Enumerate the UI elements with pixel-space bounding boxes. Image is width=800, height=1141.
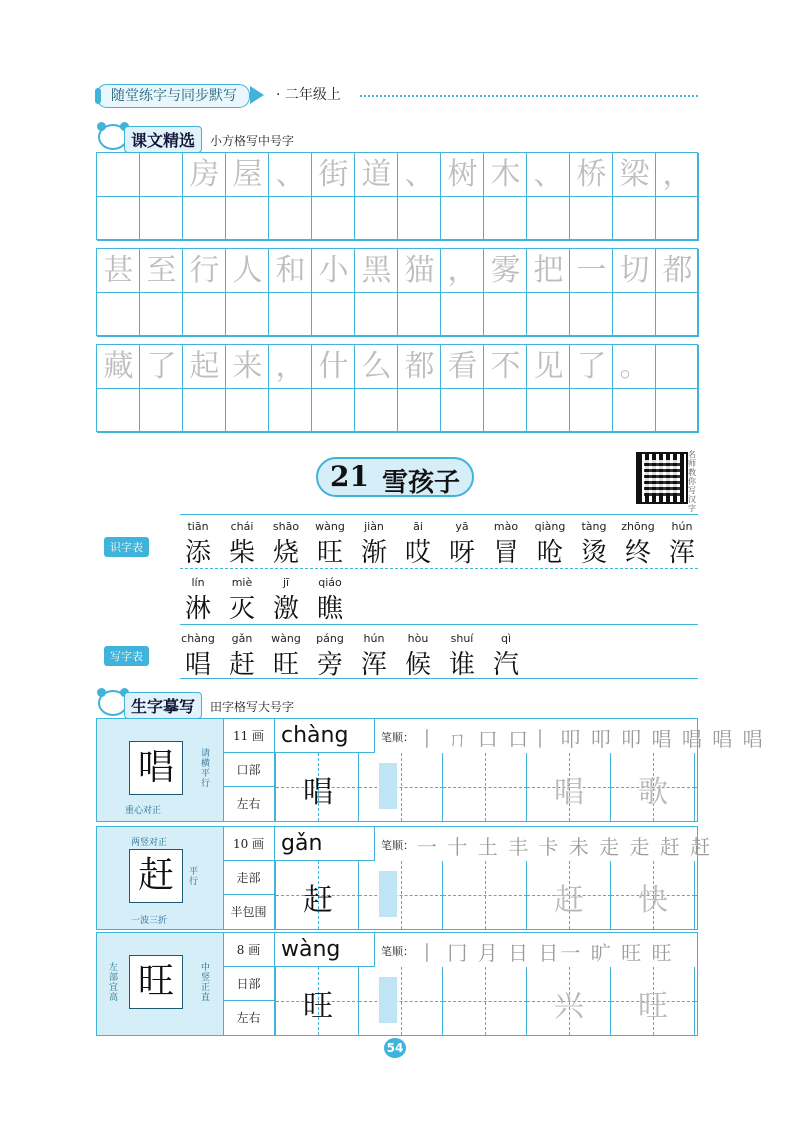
stroke-hint-block: [379, 871, 397, 917]
hanzi-char: 汽: [492, 650, 519, 680]
tracing-cell[interactable]: [695, 753, 697, 821]
passage-char: 小: [318, 253, 349, 288]
tracing-cell[interactable]: [443, 861, 527, 929]
passage-char: 看: [447, 349, 478, 384]
passage-char: 什: [318, 349, 349, 384]
tracing-char: 唱: [554, 775, 584, 810]
grid-cell: [355, 293, 398, 337]
char-structure: 左右: [223, 787, 275, 821]
grid-guide: [695, 787, 697, 788]
char-radical: 口部: [223, 753, 275, 787]
passage-char: 把: [533, 253, 564, 288]
passage-char: 。: [619, 349, 650, 384]
pinyin-label: gǎn: [231, 632, 253, 645]
passage-char: 么: [361, 349, 392, 384]
pinyin-label: tiān: [187, 520, 209, 533]
grid-cell: [355, 197, 398, 241]
passage-char: 屋: [232, 157, 263, 192]
hanzi-char: 激: [272, 594, 299, 624]
pinyin-label: hòu: [407, 632, 429, 645]
grid-cell: [226, 293, 269, 337]
hanzi-char: 哎: [404, 538, 431, 568]
tracing-cell[interactable]: [275, 861, 359, 929]
grid-cell: [656, 389, 699, 433]
tracing-cell[interactable]: [611, 753, 695, 821]
pinyin-label: qiáo: [318, 576, 342, 589]
hanzi-char: 烫: [580, 538, 607, 568]
char-radical: 走部: [223, 861, 275, 895]
stroke-order: 一 十 土 丰 卡 未 走 走 赶 赶: [417, 835, 713, 859]
grid-cell: [312, 389, 355, 433]
grid-cell: [183, 293, 226, 337]
pinyin-label: miè: [231, 576, 253, 589]
grid-cell: [140, 389, 183, 433]
grid-cell: [183, 197, 226, 241]
tracing-char: 歌: [638, 775, 668, 810]
passage-char: 雾: [490, 253, 521, 288]
book-title-badge: [96, 84, 250, 108]
tracing-cell[interactable]: [695, 967, 697, 1035]
char-structure: 左右: [223, 1001, 275, 1035]
tracing-char: 快: [638, 883, 668, 918]
grid-cell: [570, 293, 613, 337]
grid-cell: [613, 197, 656, 241]
hanzi-char: 渐: [360, 538, 387, 568]
tracing-char: 旺: [303, 989, 333, 1024]
page-number: 54: [384, 1038, 406, 1058]
practice-row: [96, 718, 765, 822]
grid-cell: [269, 389, 312, 433]
grid-guide: [443, 1001, 527, 1002]
passage-char: 街: [318, 157, 349, 192]
hanzi-char: 呛: [536, 538, 563, 568]
grid-cell: [656, 345, 699, 389]
grid-cell: [527, 389, 570, 433]
grid-cell: [97, 293, 140, 337]
passage-char: 来: [232, 349, 263, 384]
grid-cell: [656, 197, 699, 241]
grid-cell: [441, 197, 484, 241]
tracing-char: 唱: [303, 775, 333, 810]
grid-cell: [97, 197, 140, 241]
char-radical: 日部: [223, 967, 275, 1001]
arrow-icon: [250, 86, 264, 104]
passage-char: 黑: [361, 253, 392, 288]
passage-row: [96, 344, 698, 432]
section-title-passage: 课文精选: [124, 126, 202, 153]
grid-cell: [312, 293, 355, 337]
char-pinyin: gǎn: [275, 827, 375, 861]
tracing-cell[interactable]: [611, 967, 695, 1035]
pinyin-label: lín: [191, 576, 205, 589]
hanzi-char: 冒: [492, 538, 519, 568]
stroke-order-label: 笔顺：: [381, 839, 414, 852]
pinyin-label: hún: [363, 632, 385, 645]
grid-cell: [140, 293, 183, 337]
grid-guide: [695, 895, 697, 896]
qr-label: 名师教你写汉字: [688, 450, 696, 513]
hanzi-char: 柴: [228, 538, 255, 568]
stroke-order-label: 笔顺：: [381, 731, 414, 744]
passage-char: ，: [275, 349, 306, 384]
grid-cell: [398, 389, 441, 433]
pinyin-label: tàng: [581, 520, 607, 533]
writing-tip: 左部宜高: [109, 963, 119, 1003]
passage-char: 了: [576, 349, 607, 384]
pinyin-label: shāo: [272, 520, 300, 533]
grid-guide: [695, 1001, 697, 1002]
hanzi-char: 谁: [448, 650, 475, 680]
stroke-order: 丨 冂 月 日 日一 旷 旺 旺: [417, 941, 674, 965]
tracing-cell[interactable]: [443, 967, 527, 1035]
pinyin-label: páng: [316, 632, 344, 645]
grid-cell: [140, 153, 183, 197]
char-strokes: 8 画: [223, 933, 275, 967]
grid-cell: [398, 293, 441, 337]
pinyin-label: āi: [413, 520, 423, 533]
tracing-cell[interactable]: [443, 753, 527, 821]
grid-guide: [443, 895, 527, 896]
passage-char: 藏: [103, 349, 134, 384]
hanzi-char: 瞧: [316, 594, 343, 624]
model-panel: [97, 719, 224, 821]
grid-guide: [359, 787, 443, 788]
pinyin-label: hún: [671, 520, 693, 533]
pinyin-label: jiàn: [364, 520, 384, 533]
hanzi-char: 浑: [668, 538, 695, 568]
passage-char: ，: [662, 157, 693, 192]
passage-char: 、: [533, 157, 564, 192]
tracing-cell[interactable]: [275, 967, 359, 1035]
divider: [180, 514, 698, 515]
hanzi-char: 淋: [184, 594, 211, 624]
grid-guide: [359, 895, 443, 896]
char-pinyin: chàng: [275, 719, 375, 753]
grid-cell: [97, 389, 140, 433]
hanzi-char: 灭: [228, 594, 255, 624]
stroke-hint-block: [379, 977, 397, 1023]
passage-char: 切: [619, 253, 650, 288]
hanzi-char: 旺: [272, 650, 299, 680]
writing-tip: 重心对正: [125, 806, 162, 816]
grid-cell: [183, 389, 226, 433]
grid-cell: [441, 389, 484, 433]
passage-char: 一: [576, 253, 607, 288]
passage-row: [96, 152, 698, 240]
writing-tip: 请横平行: [201, 749, 211, 789]
grade-label: · 二年级上: [276, 87, 341, 103]
qr-code-icon[interactable]: [636, 452, 688, 504]
passage-char: 人: [232, 253, 263, 288]
writing-tip: 平行: [189, 867, 199, 887]
practice-row: [96, 932, 698, 1036]
hanzi-char: 终: [624, 538, 651, 568]
passage-char: 起: [189, 349, 220, 384]
divider: [180, 624, 698, 625]
passage-char: 甚: [103, 253, 134, 288]
grid-cell: [97, 153, 140, 197]
passage-char: 、: [404, 157, 435, 192]
passage-char: 行: [189, 253, 220, 288]
pinyin-label: qì: [500, 632, 512, 645]
passage-char: 至: [146, 253, 177, 288]
grid-cell: [484, 197, 527, 241]
hanzi-char: 赶: [228, 650, 255, 680]
pinyin-label: jī: [282, 576, 290, 589]
hanzi-char: 旁: [316, 650, 343, 680]
tracing-cell[interactable]: [359, 967, 443, 1035]
practice-row: [96, 826, 713, 930]
model-char: 唱: [129, 741, 183, 795]
passage-char: 猫: [404, 253, 435, 288]
grid-cell: [527, 197, 570, 241]
grid-cell: [441, 293, 484, 337]
passage-char: 和: [275, 253, 306, 288]
grid-cell: [269, 197, 312, 241]
tracing-char: 兴: [554, 989, 584, 1024]
grid-cell: [140, 197, 183, 241]
grid-cell: [613, 389, 656, 433]
passage-char: 梁: [619, 157, 650, 192]
passage-char: 道: [361, 157, 392, 192]
hanzi-char: 候: [404, 650, 431, 680]
pinyin-label: wàng: [315, 520, 345, 533]
writing-tip: 一波三折: [131, 916, 168, 926]
passage-char: 都: [404, 349, 435, 384]
char-structure: 半包围: [223, 895, 275, 929]
model-char: 旺: [129, 955, 183, 1009]
writing-tip: 两竖对正: [131, 838, 168, 848]
section-subtitle-passage: 小方格写中号字: [210, 134, 295, 148]
pinyin-label: shuí: [450, 632, 474, 645]
passage-char: 见: [533, 349, 564, 384]
passage-row: [96, 248, 698, 336]
tracing-char: 赶: [303, 883, 333, 918]
recognize-tag: 识字表: [104, 537, 149, 557]
tracing-cell[interactable]: [611, 861, 695, 929]
model-panel: [97, 827, 224, 929]
grid-cell: [613, 293, 656, 337]
stroke-order: 丨 ㄇ 口 口丨 叩 叩 叩 唱 唱 唱 唱: [417, 727, 765, 751]
grid-cell: [398, 197, 441, 241]
grid-cell: [527, 293, 570, 337]
char-strokes: 11 画: [223, 719, 275, 753]
tracing-cell[interactable]: [359, 753, 443, 821]
grid-cell: [570, 389, 613, 433]
passage-char: 不: [490, 349, 521, 384]
pinyin-label: qiàng: [534, 520, 566, 533]
pinyin-label: mào: [493, 520, 519, 533]
passage-char: 了: [146, 349, 177, 384]
hanzi-char: 浑: [360, 650, 387, 680]
tracing-cell[interactable]: [359, 861, 443, 929]
model-panel: [97, 933, 224, 1035]
tracing-cell[interactable]: [275, 753, 359, 821]
stroke-hint-block: [379, 763, 397, 809]
passage-char: 都: [662, 253, 693, 288]
hanzi-char: 唱: [184, 650, 211, 680]
tracing-cell[interactable]: [527, 753, 611, 821]
model-char: 赶: [129, 849, 183, 903]
passage-char: 房: [189, 157, 220, 192]
pinyin-label: wàng: [271, 632, 301, 645]
passage-char: 树: [447, 157, 478, 192]
writing-tip: 中竖正直: [201, 963, 211, 1003]
pinyin-label: chàng: [181, 632, 215, 645]
write-tag: 写字表: [104, 646, 149, 666]
char-strokes: 10 画: [223, 827, 275, 861]
grid-cell: [570, 197, 613, 241]
divider: [180, 568, 698, 569]
divider: [180, 678, 698, 679]
tracing-char: 旺: [638, 989, 668, 1024]
hanzi-char: 呀: [448, 538, 475, 568]
lesson-title: 雪孩子: [382, 468, 461, 498]
book-title: 随堂练字与同步默写: [111, 88, 237, 104]
pinyin-label: chái: [230, 520, 254, 533]
stroke-order-label: 笔顺：: [381, 945, 414, 958]
grid-cell: [312, 197, 355, 241]
hanzi-char: 添: [184, 538, 211, 568]
grid-guide: [443, 787, 527, 788]
char-pinyin: wàng: [275, 933, 375, 967]
grid-cell: [355, 389, 398, 433]
header-divider: [360, 95, 698, 97]
tracing-cell[interactable]: [695, 861, 697, 929]
hanzi-char: 烧: [272, 538, 299, 568]
tracing-cell[interactable]: [527, 967, 611, 1035]
passage-char: 、: [275, 157, 306, 192]
tracing-cell[interactable]: [527, 861, 611, 929]
section-subtitle-practice: 田字格写大号字: [210, 700, 295, 714]
grid-cell: [226, 197, 269, 241]
grid-cell: [226, 389, 269, 433]
passage-char: ，: [447, 253, 478, 288]
pinyin-label: zhōng: [621, 520, 655, 533]
grid-cell: [656, 293, 699, 337]
passage-char: 木: [490, 157, 521, 192]
tracing-char: 赶: [554, 883, 584, 918]
passage-char: 桥: [576, 157, 607, 192]
grid-cell: [484, 293, 527, 337]
hanzi-char: 旺: [316, 538, 343, 568]
grid-guide: [359, 1001, 443, 1002]
grid-cell: [269, 293, 312, 337]
lesson-number: 21: [330, 460, 369, 493]
grid-cell: [484, 389, 527, 433]
section-title-practice: 生字摹写: [124, 692, 202, 719]
pinyin-label: yā: [455, 520, 469, 533]
